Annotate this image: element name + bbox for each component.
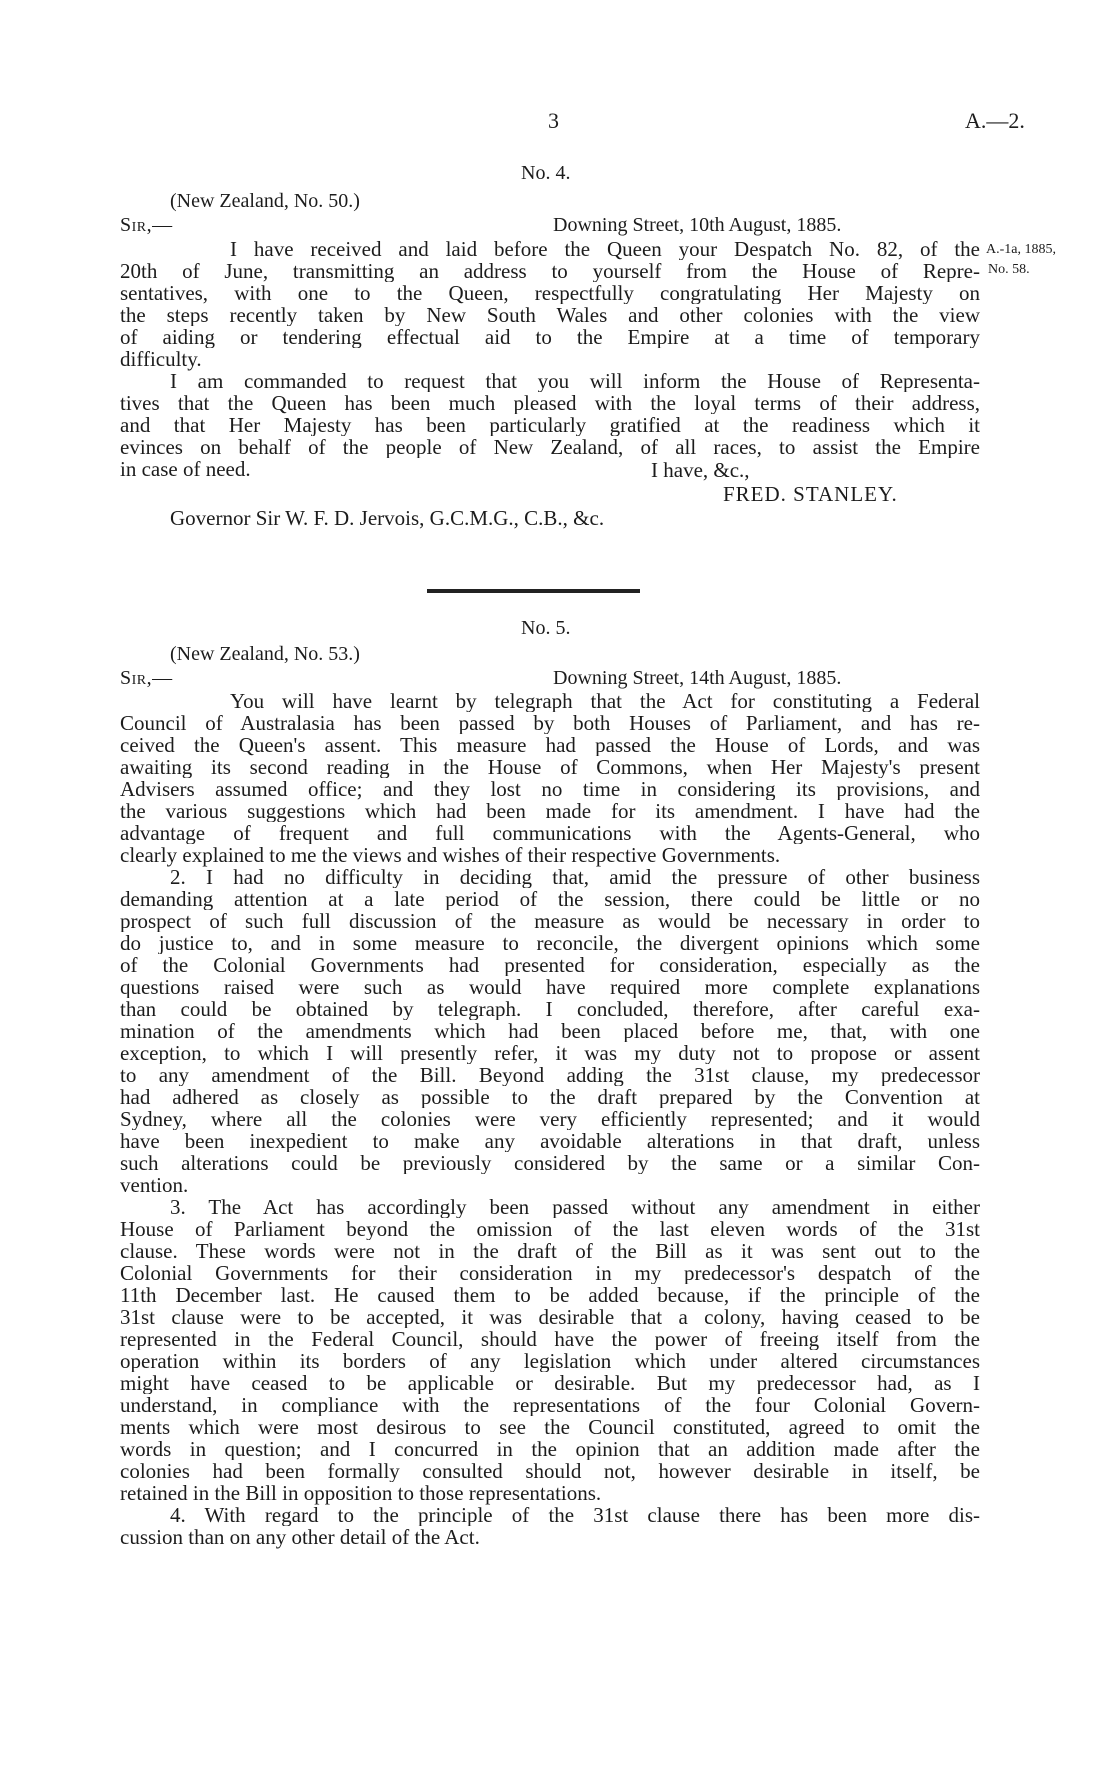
body-line: Council of Australasia has been passed by both Houses of Parliament, and has re-: [120, 712, 980, 734]
body-line: in case of need.: [120, 457, 251, 481]
body-line: cussion than on any other detail of the Act.: [120, 1525, 480, 1549]
body-line: evinces on behalf of the people of New Zealand, of all races, to assist the Empire: [120, 436, 980, 458]
closing: I have, &c.,: [651, 458, 750, 482]
body-line: You will have learnt by telegraph that the Act for constituting a Federal: [230, 690, 980, 712]
body-line: Sydney, where all the colonies were very efficiently represented; and it would: [120, 1108, 980, 1130]
body-line: difficulty.: [120, 347, 202, 371]
section-divider: [427, 589, 640, 593]
body-line: to any amendment of the Bill. Beyond adding the 31st clause, my predecessor: [120, 1064, 980, 1086]
body-line: than could be obtained by telegraph. I concluded, therefore, after careful exa-: [120, 998, 980, 1020]
body-line: ceived the Queen's assent. This measure had passed the House of Lords, and was: [120, 734, 980, 756]
body-line: do justice to, and in some measure to reconcile, the divergent opinions which some: [120, 932, 980, 954]
body-line: awaiting its second reading in the House of Commons, when Her Majesty's present: [120, 756, 980, 778]
body-line: 31st clause were to be accepted, it was desirable that a colony, having ceased to be: [120, 1306, 980, 1328]
body-line: Advisers assumed office; and they lost no time in considering its provisions, and: [120, 778, 980, 800]
body-line: advantage of frequent and full communications with the Agents-General, who: [120, 822, 980, 844]
letter-reference: (New Zealand, No. 53.): [170, 643, 360, 665]
salutation: Sir,—: [120, 667, 173, 689]
body-line: and that Her Majesty has been particularly gratified at the readiness which it: [120, 414, 980, 436]
letter-number: No. 5.: [521, 617, 571, 639]
body-line: 3. The Act has accordingly been passed without any amendment in either: [170, 1196, 980, 1218]
body-line: 11th December last. He caused them to be added because, if the principle of the: [120, 1284, 980, 1306]
body-line: clearly explained to me the views and wishes of their respective Governments.: [120, 843, 781, 867]
body-line: the various suggestions which had been made for its amendment. I have had the: [120, 800, 980, 822]
body-line: ments which were most desirous to see the Council constituted, agreed to omit the: [120, 1416, 980, 1438]
body-line: such alterations could be previously considered by the same or a similar Con-: [120, 1152, 980, 1174]
body-line: have been inexpedient to make any avoidable alterations in that draft, unless: [120, 1130, 980, 1152]
body-line: prospect of such full discussion of the measure as would be necessary in order to: [120, 910, 980, 932]
body-line: represented in the Federal Council, should have the power of freeing itself from the: [120, 1328, 980, 1350]
margin-reference: A.-1a, 1885,: [986, 242, 1056, 257]
body-line: tives that the Queen has been much pleased with the loyal terms of their address,: [120, 392, 980, 414]
body-line: demanding attention at a late period of the session, there could be little or no: [120, 888, 980, 910]
body-line: of the Colonial Governments had presented for consideration, especially as the: [120, 954, 980, 976]
body-line: sentatives, with one to the Queen, respectfully congratulating Her Majesty on: [120, 282, 980, 304]
place-date: Downing Street, 14th August, 1885.: [553, 667, 842, 689]
body-line: I am commanded to request that you will inform the House of Representa-: [170, 370, 980, 392]
body-line: Colonial Governments for their consideration in my predecessor's despatch of the: [120, 1262, 980, 1284]
salutation: Sir,—: [120, 214, 173, 236]
signature: FRED. STANLEY.: [723, 482, 898, 506]
body-line: questions raised were such as would have required more complete explanations: [120, 976, 980, 998]
body-line: vention.: [120, 1173, 189, 1197]
letter-reference: (New Zealand, No. 50.): [170, 190, 360, 212]
body-line: had adhered as closely as possible to the draft prepared by the Convention at: [120, 1086, 980, 1108]
body-line: I have received and laid before the Queen your Despatch No. 82, of the: [230, 238, 980, 260]
body-line: 4. With regard to the principle of the 31st clause there has been more dis-: [170, 1504, 980, 1526]
page-number: 3: [548, 108, 559, 133]
body-line: of aiding or tendering effectual aid to the Empire at a time of temporary: [120, 326, 980, 348]
body-line: mination of the amendments which had been placed before me, that, with one: [120, 1020, 980, 1042]
body-line: House of Parliament beyond the omission of the last eleven words of the 31st: [120, 1218, 980, 1240]
body-line: the steps recently taken by New South Wales and other colonies with the view: [120, 304, 980, 326]
margin-reference: No. 58.: [988, 262, 1030, 277]
addressee: Governor Sir W. F. D. Jervois, G.C.M.G., C.B., &c.: [170, 506, 605, 530]
body-line: operation within its borders of any legislation which under altered circumstances: [120, 1350, 980, 1372]
body-line: colonies had been formally consulted should not, however desirable in itself, be: [120, 1460, 980, 1482]
body-line: might have ceased to be applicable or desirable. But my predecessor had, as I: [120, 1372, 980, 1394]
body-line: understand, in compliance with the representations of the four Colonial Govern-: [120, 1394, 980, 1416]
body-line: words in question; and I concurred in the opinion that an addition made after the: [120, 1438, 980, 1460]
body-line: retained in the Bill in opposition to those representations.: [120, 1481, 602, 1505]
body-line: 2. I had no difficulty in deciding that, amid the pressure of other business: [170, 866, 980, 888]
place-date: Downing Street, 10th August, 1885.: [553, 214, 842, 236]
series-code: A.—2.: [965, 108, 1025, 133]
body-line: exception, to which I will presently refer, it was my duty not to propose or assent: [120, 1042, 980, 1064]
body-line: 20th of June, transmitting an address to yourself from the House of Repre-: [120, 260, 980, 282]
letter-number: No. 4.: [521, 162, 571, 184]
body-line: clause. These words were not in the draft of the Bill as it was sent out to the: [120, 1240, 980, 1262]
